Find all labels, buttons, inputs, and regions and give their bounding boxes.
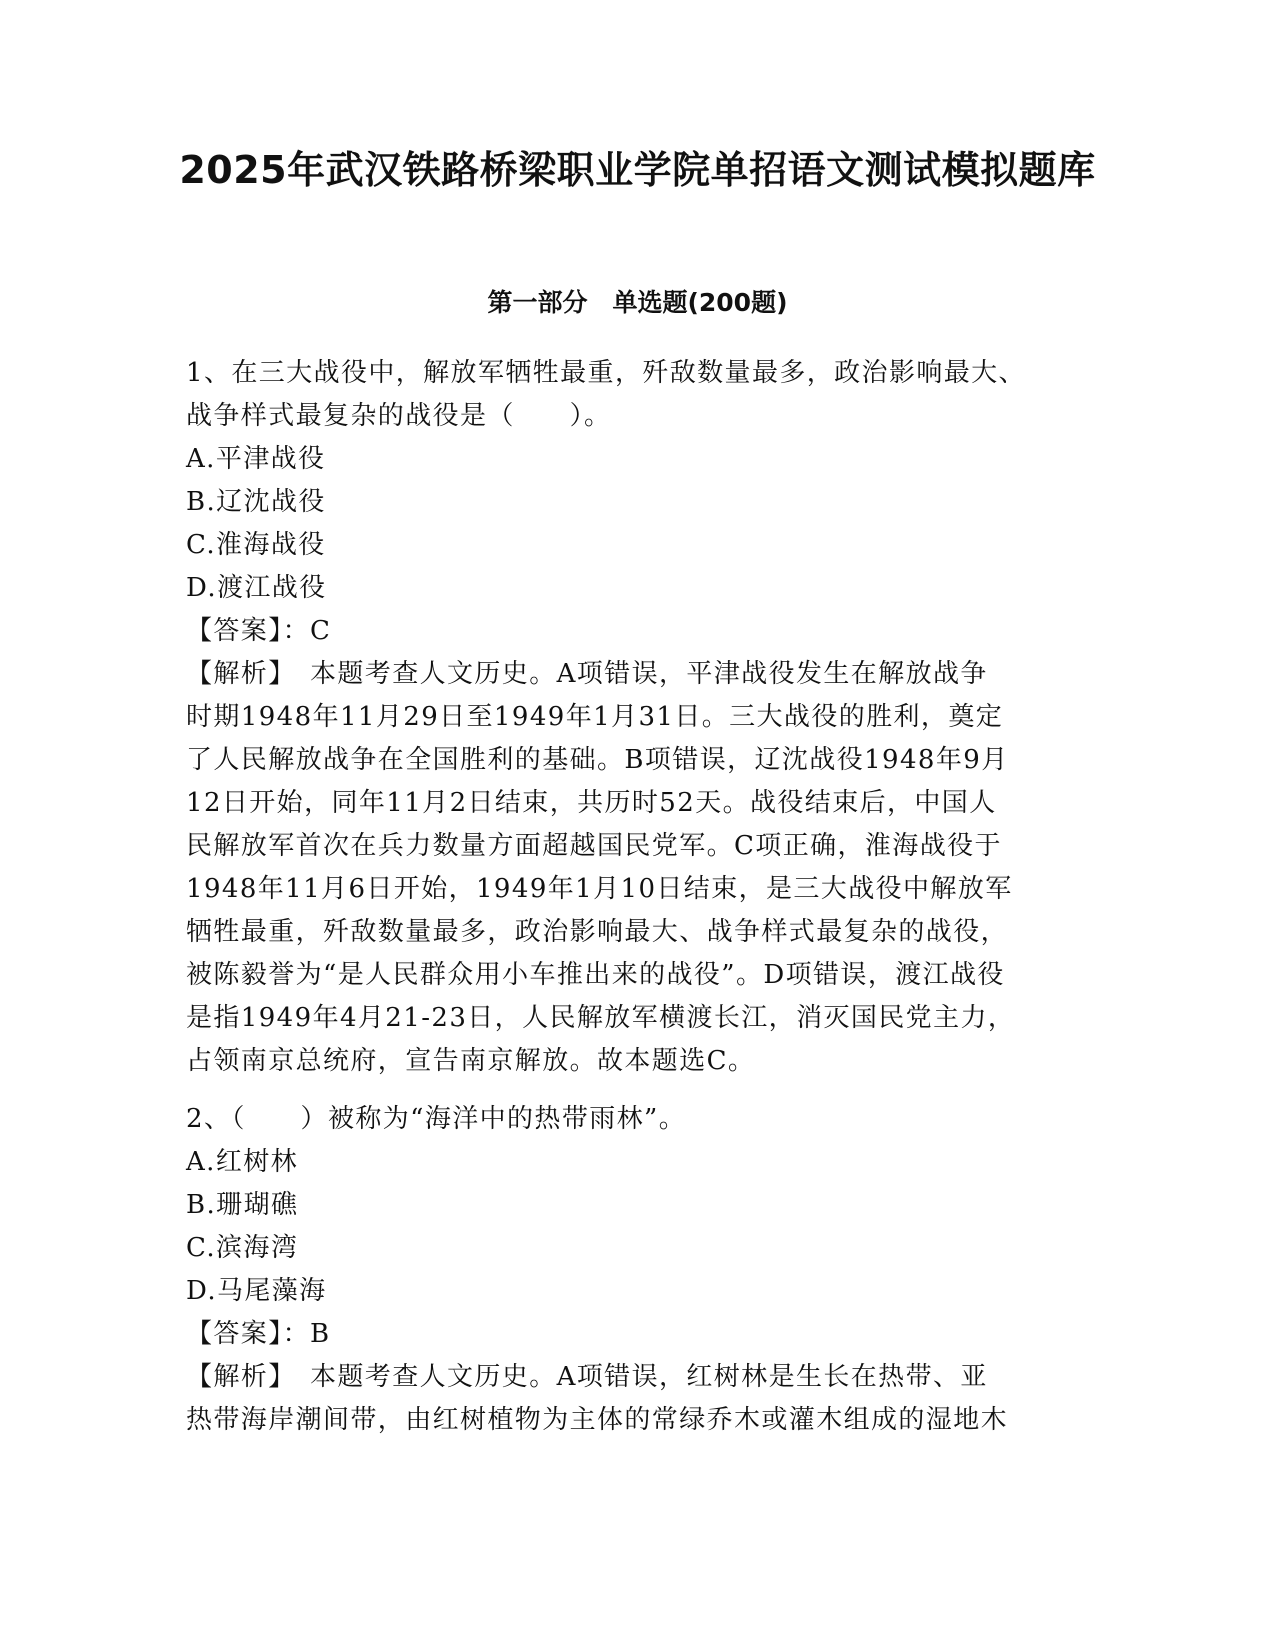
question-1 — [186, 352, 1086, 1083]
analysis-line: 民解放军首次在兵力数量方面超越国民党军。C项正确，淮海战役于 — [186, 831, 1002, 861]
answer-line: 【答案】：C — [186, 616, 332, 646]
analysis-line: 热带海岸潮间带，由红树植物为主体的常绿乔木或灌木组成的湿地木 — [186, 1405, 1009, 1435]
option-c: C.淮海战役 — [186, 530, 326, 560]
question-stem-line: 2、（ ）被称为“海洋中的热带雨林”。 — [186, 1104, 687, 1134]
option-d: D.马尾藻海 — [186, 1276, 327, 1306]
question-list — [186, 352, 1086, 1442]
option-a: A.红树林 — [186, 1147, 299, 1177]
analysis-line: 占领南京总统府，宣告南京解放。故本题选C。 — [186, 1046, 756, 1076]
section-heading: 第一部分 单选题(200题) — [487, 288, 788, 317]
document-title: 2025年武汉铁路桥梁职业学院单招语文测试模拟题库 — [179, 148, 1096, 192]
analysis-line: 牺牲最重，歼敌数量最多，政治影响最大、战争样式最复杂的战役， — [186, 917, 1009, 947]
analysis-line: 了人民解放战争在全国胜利的基础。B项错误，辽沈战役1948年9月 — [186, 745, 1009, 775]
option-a: A.平津战役 — [186, 444, 326, 474]
analysis-line: 【解析】 本题考查人文历史。A项错误，平津战役发生在解放战争 — [186, 659, 988, 689]
option-d: D.渡江战役 — [186, 573, 327, 603]
analysis-line: 1948年11月6日开始，1949年1月10日结束，是三大战役中解放军 — [186, 874, 1013, 904]
analysis-line: 【解析】 本题考查人文历史。A项错误，红树林是生长在热带、亚 — [186, 1362, 988, 1392]
question-separator — [186, 1083, 1086, 1098]
analysis-line: 是指1949年4月21-23日，人民解放军横渡长江，消灭国民党主力， — [186, 1003, 1016, 1033]
analysis-line: 12日开始，同年11月2日结束，共历时52天。战役结束后，中国人 — [186, 788, 997, 818]
answer-line: 【答案】：B — [186, 1319, 331, 1349]
question-2 — [186, 1098, 1086, 1442]
question-stem-line: 1、在三大战役中，解放军牺牲最重，歼敌数量最多，政治影响最大、 — [186, 358, 1026, 388]
option-c: C.滨海湾 — [186, 1233, 299, 1263]
question-stem-line: 战争样式最复杂的战役是（ ）。 — [186, 401, 612, 431]
analysis-line: 时期1948年11月29日至1949年1月31日。三大战役的胜利，奠定 — [186, 702, 1004, 732]
option-b: B.珊瑚礁 — [186, 1190, 299, 1220]
option-b: B.辽沈战役 — [186, 487, 326, 517]
analysis-line: 被陈毅誉为“是人民群众用小车推出来的战役”。D项错误，渡江战役 — [186, 960, 1005, 990]
